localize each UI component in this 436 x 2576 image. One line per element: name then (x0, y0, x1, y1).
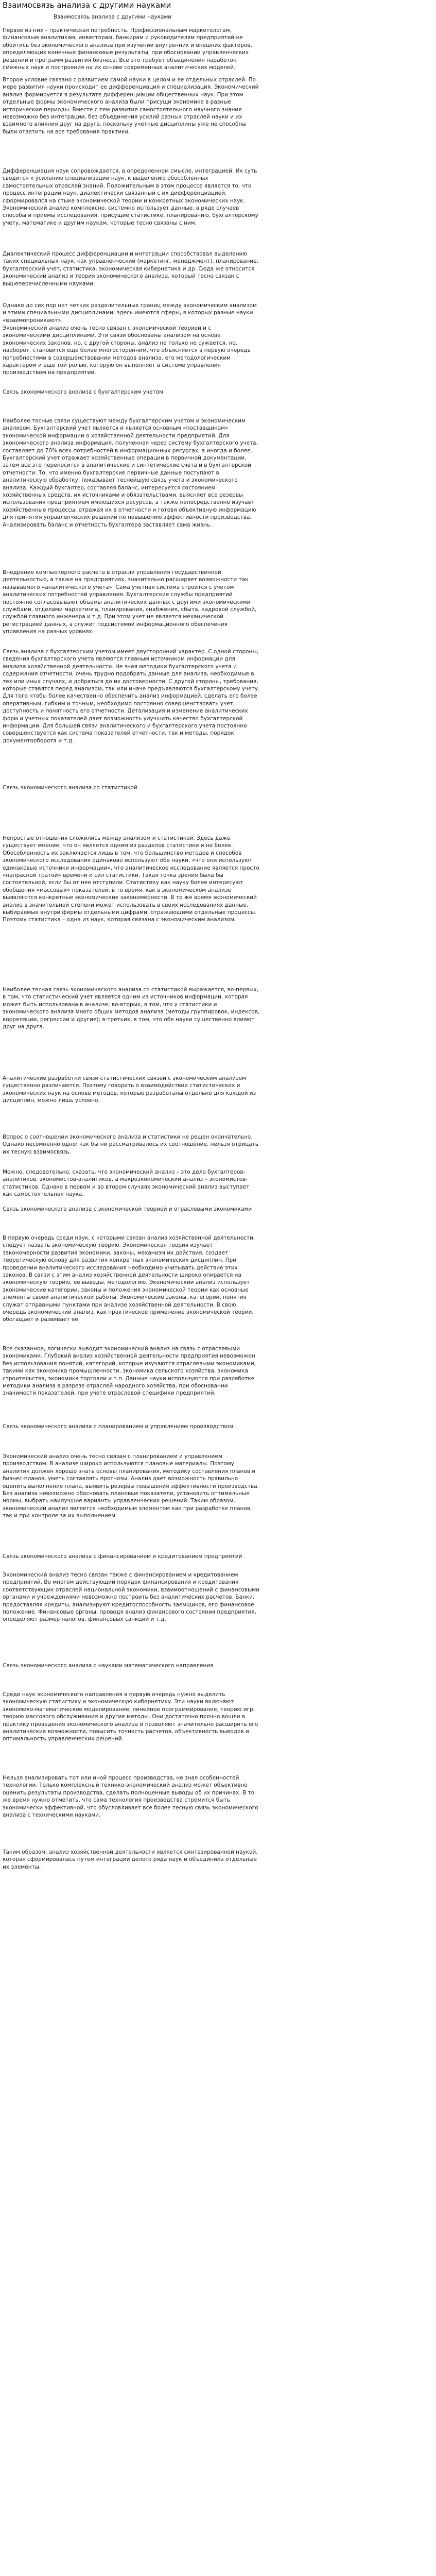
section-heading: Связь экономического анализа с науками математического направления (3, 1663, 214, 1669)
paragraph: Экономический анализ тесно связан также с финансированием и кредитованием предприятий. Во многом действующий порядок финансирования и кредитования соответствующих отраслей национальной экономики, взаимоотношений с финансовыми органами и учреждениями невозможно построить без аналитических расчетов. Банки, предоставляя кредиты, анализируют кредитоспособность заемщиков, его финансовое положение. Финансовые органы, проводя анализ финансового состояния предприятия, определяют размер налогов, финансовых санкций и т.д. (3, 1572, 260, 1623)
paragraph: Все сказанное, логически выводит экономический анализ на связь с отраслевыми экономиками. Глубокий анализ хозяйственной деятельности предприятия невозможен без использования понятий, категорий, которые изучаются отраслевыми экономиками, такими как экономика промышленности, экономика сельского хозяйства, экономика строительства, экономика торговли и т.п. Данные науки используются при разработке методики анализа в разрезе отраслей народного хозяйства, при обосновании значимости показателей, при учете отраслевой специфики предприятий. (3, 1346, 256, 1397)
paragraph: Дифференциация наук сопровождается, в определенном смысле, интеграцией. Их суть сводится к усилению специализации наук, к выделению обособленных самостоятельных отраслей знаний. Положительным в этом процессе является то, что процесс интеграции наук, диалектически связанный с их дифференциацией, сформировался на стыке экономической теории и конкретных экономических наук. Экономический анализ комплексно, системно использует данные, в ряде случаев способы и приемы исследования, присущие статистике, планированию, бухгалтерскому учету, математике и другим наукам, которые тесно связаны с ним. (3, 168, 258, 226)
paragraph: Можно, следовательно, сказать, что экономический анализ – это дело бухгалтеров-аналитиков, экономистов-аналитиков, а макроэкономический анализ – экономистов-статистиков. Однако в первом и во втором случаях экономический анализ выступает как самостоятельная наука. (3, 1169, 250, 1198)
paragraph: Вопрос о соотношении экономического анализа и статистики не решен окончательно. Однако несомненно одно: как бы ни рассматривалось их соотношение, нельзя отрицать их тесную взаимосвязь. (3, 1134, 258, 1155)
paragraph: Среди наук экономического направления в первую очередь нужно выделить экономическую статистику и экономическую кибернетику. Эти науки включают экономико-математическое моделирование, линейное программирование, теорию игр, теорию массового обслуживания и другие методы. Они достаточно прочно вошли в практику проведения экономического анализа и позволяют значительно расширить его аналитические возможности, повысить точность расчетов, объективность выводов и оптимальность управленческих решений. (3, 1691, 258, 1742)
paragraph: Второе условие связано с развитием самой науки в целом и ее отдельных отраслей. По мере развития науки происходит ее дифференциация и специализация. Экономический анализ формируется в результате дифференциации общественных наук. При этом отдельные формы экономического анализа были присущи экономике в разные исторические периоды. Вместе с тем развитие самостоятельного научного знания невозможно без интеграции, без объединения усилий разных отраслей науки и их взаимного влияния друг на друга, поскольку учетные дисциплины уже не способны были ответить на все требования практики. (3, 77, 259, 135)
paragraph: Наиболее тесные связи существуют между бухгалтерским учетом и экономическим анализом. Бухгалтерский учет является и является основным «поставщиком» экономической информации о хозяйственной деятельности предприятий. Для экономического анализа информация, полученная через систему бухгалтерского учета, составляет до 70% всех потребностей в информационных ресурсах, а иногда и более. Бухгалтерский учет отражает хозяйственные операции в первичной документации, затем все это переносится в аналитические и синтетические счета и в бухгалтерской отчетности. То, что именно бухгалтерские первичные данные поступают в аналитическую обработку, показывает теснейшую связь учета и экономического анализа. Каждый бухгалтер, составляя баланс, интересуется состоянием хозяйственных средств, их источниками и обязательствами, выясняет все резервы использования предприятием имеющихся ресурсов, а также непосредственно изучает хозяйственные процессы, отражая их в отчетности и готовя объективную информацию для принятия управленческих решений по повышению эффективности производства. Анализировать баланс и отчетность бухгалтера заставляет сама жизнь. (3, 418, 258, 528)
paragraph: Экономический анализ очень тесно связан с планированием и управлением производством. В анализе широко используются плановые материалы. Поэтому аналитик должен хорошо знать основы планирования, методику составления планов и бизнес-планов, уметь составлять прогнозы. Анализ дает возможность правильно оценить выполнение плана, выявить резервы повышения эффективности производства. Без анализа невозможно обосновать плановые показатели, установить оптимальные нормы, выбрать наилучшие варианты управленческих решений. Таким образом, экономический анализ является необходимым элементом как при разработке планов, так и при контроле за их выполнением. (3, 1453, 259, 1519)
paragraph: Таким образом, анализ хозяйственной деятельности является синтезированной наукой, которая сформировалась путем интеграции целого ряда наук и объединила отдельные их элементы. (3, 1849, 258, 1870)
section-heading: Связь экономического анализа с планированием и управлением производством (3, 1423, 234, 1430)
paragraph: Нельзя анализировать тот или иной процесс производства, не зная особенностей технологии. Только комплексный технико-экономический анализ может объективно оценить результаты производства, сделать полноценные выводы об их причинах. В то же время нужно отметить, что сама технология производства стремится быть экономически эффективной, что обусловливает все более тесную связь экономического анализа с техническими науками. (3, 1775, 258, 1819)
paragraph: Связь анализа с бухгалтерским учетом имеет двусторонний характер. С одной стороны, сведения бухгалтерского учета являются главным источником информации для анализа хозяйственной деятельности. Не зная методики бухгалтерского учета и содержания отчетности, очень трудно подобрать данные для анализа, необходимые в тех или иных случаях, и добраться до их достоверности. С другой стороны, требования, которые ставятся перед анализом, так или иначе предъявляются бухгалтерскому учету. Для того чтобы более качественно обеспечить анализ информацией, сделать его более оперативным, гибким и точным, необходимо постоянно совершенствовать учет, доступность и понятность его отчетности. Детализация и изменение аналитических форм и учетных показателей дает возможность улучшить качество бухгалтерской информации. Для большей связи аналитического и бухгалтерского учета постоянно совершенствуется как система показателей отчетности, так и методы, порядок документооборота и т.д. (3, 649, 260, 744)
section-heading: Связь экономического анализа со статистикой (3, 785, 137, 791)
paragraph: Наиболее тесная связь экономического анализа со статистикой выражается, во-первых, в том, что статистический учет является одним из источников информации, которая может быть использована в анализе; во-вторых, в том, что у статистики и экономического анализа много общих методов анализа (методы группировок, индексов, корреляции, регрессии и другие); в-третьих, в том, что обе науки существенно влияют друг на друга. (3, 987, 260, 1030)
paragraph: Экономический анализ очень тесно связан с экономической теорией и с экономическими дисциплинами. Эти связи обоснованы анализом на основе экономических законов, но, с другой стороны, анализ не только не сужается, но, наоборот, становится еще более многосторонним, что объясняется в первую очередь потребностями в совершенствовании методов анализа, его методологическим характером и еще той ролью, которую он выполняет в системе управления производством на предприятии. (3, 325, 251, 376)
page-subtitle: Взаимосвязь анализа с другими науками (54, 14, 172, 20)
section-heading: Связь экономического анализа с финансированием и кредитованием предприятий (3, 1553, 242, 1560)
paragraph: Первое из них – практическая потребность. Профессиональным маркетологам, финансовым аналитикам, инвесторам, банкирам и руководителям предприятий не обойтись без экономического анализа при изучении внутренних и внешних факторов, определяющих конечные финансовые результаты, при обосновании управленческих решений и программ развития бизнеса. Все это требует объединения наработок смежных наук и построения на их основе современных аналитических моделей. (3, 27, 252, 71)
paragraph: Внедрение компьютерного расчета в отрасли управления государственной деятельностью, а также на предприятиях, значительно расширяет возможности так называемого «аналитического учета». Сама учетная система строится с учетом аналитических потребностей управления. Бухгалтерские службы предприятий постоянно согласовывают объемы аналитических данных с другими экономическими службами, отделами маркетинга, планирования, снабжения, сбыта, кадровой службой, службой главного инженера и т.д. При этом учет не является механической регистрацией данных, а служит подсистемой информационного обеспечения управления на разных уровнях. (3, 569, 257, 635)
paragraph: В первую очередь среди наук, с которыми связан анализ хозяйственной деятельности, следует назвать экономическую теорию. Экономическая теория изучает закономерности развития экономики, законы, механизм их действия, создает теоретическую основу для развития конкретных экономических дисциплин. При проведении аналитического исследования необходимо учитывать действие этих законов. В связи с этим анализ хозяйственной деятельности широко опирается на экономическую теорию, ее выводы, методологию. Экономический анализ использует экономические категории, законы и положения экономической теории как основные элементы своей аналитической работы. Экономические законы, категории, понятия служат отправными пунктами при анализе хозяйственной деятельности. В свою очередь экономический анализ, как практическое применение экономической теории, обогащает и развивает ее. (3, 1235, 255, 1323)
paragraph: Непростые отношения сложились между анализом и статистикой. Здесь даже существует мнение, что он является одним из разделов статистики и не более. Обособленность их заключается лишь в том, что большинство методов и способов экономического исследования одинаково используют обе науки, «что они используют одинаковые источники информации», что аналитическое исследование является просто «напрасной тратой» времени и сил статистики. Такая точка зрения была бы состоятельной, если бы от нее отступили. Статистику как науку более интересуют обобщения «массовых» показателей, в то время, как в экономическом анализе выявляются конкретные экономические закономерности. В то же время экономический анализ в значительной степени может использовать в своих исследованиях данные, выбираемые внутри фирмы отдельными цифрами, отражающими отдельные процессы. Поэтому статистика – одна из наук, которая связана с экономическим анализом. (3, 835, 259, 923)
section-heading: Связь экономического анализа с экономической теорией и отраслевыми экономиками (3, 1206, 252, 1212)
paragraph: Однако до сих пор нет четких разделительных границ между экономическим анализом и этими специальными дисциплинами; здесь имеются сферы, в которых разные науки «взаимопроникают». (3, 302, 257, 324)
paragraph: Диалектический процесс дифференциации и интеграции способствовал выделению таких специальных наук, как управленческий (маркетинг, менеджмент), планирование, бухгалтерский учет, статистика, экономическая кибернетика и др. Сюда же относится экономический анализ и теория экономического анализа, который тесно связан с вышеперечисленными науками. (3, 251, 258, 287)
paragraph: Аналитические разработки связи статистических связей с экономическим анализом существенно различаются. Поэтому говорить о взаимодействии статистических и экономических наук на основе методов, которые разработаны отдельно для каждой из дисциплин, можно лишь условно. (3, 1075, 256, 1104)
page-title: Взаимосвязь анализа с другими науками (3, 1, 171, 10)
section-heading: Связь экономического анализа с бухгалтерским учетом (3, 389, 164, 395)
